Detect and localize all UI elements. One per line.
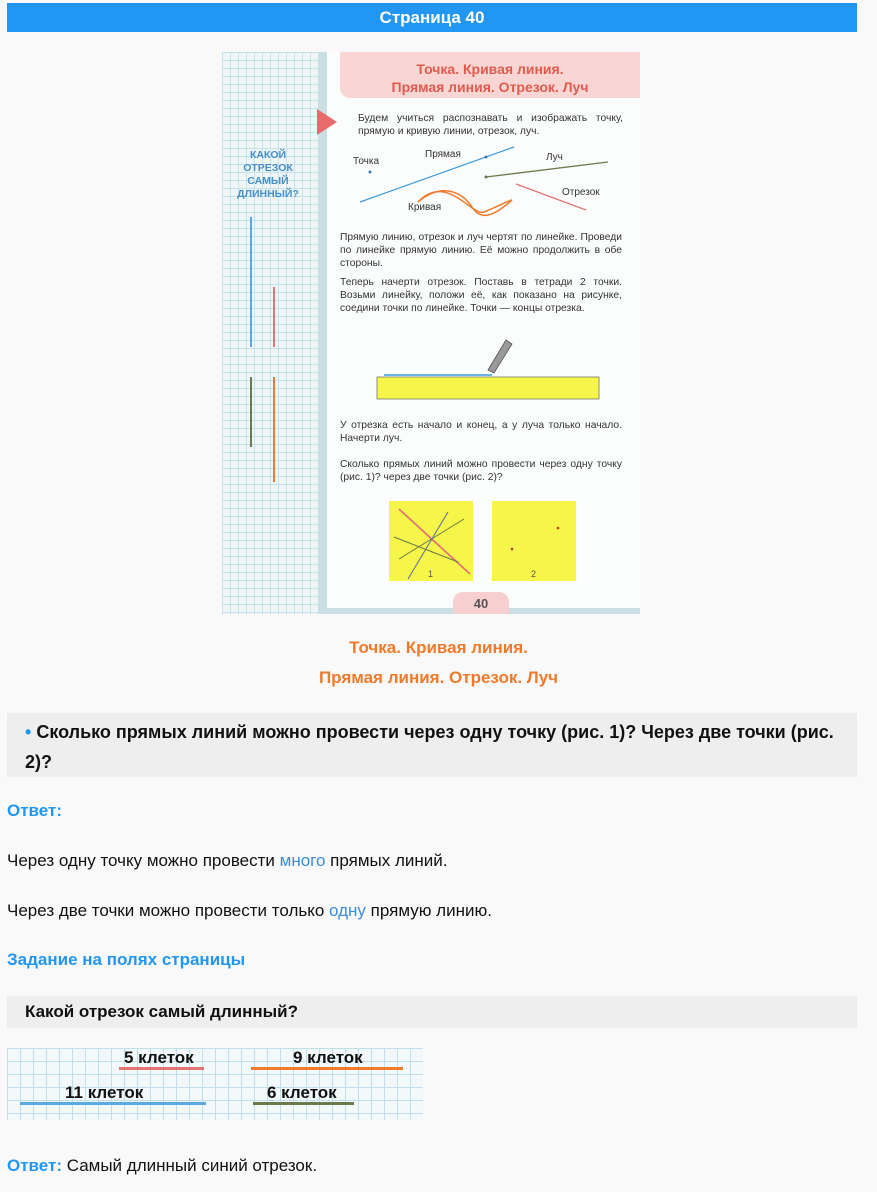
- text-block-1: Прямую линию, отрезок и луч чертят по линейке. Проведи по линейке прямую линию. Её можно продолжить в обе стороны.: [340, 232, 622, 269]
- answer-highlight: одну: [329, 901, 366, 920]
- margin-task-title: Задание на полях страницы: [7, 950, 246, 969]
- label-curve: Кривая: [408, 202, 442, 213]
- answer-label: Ответ:: [7, 801, 62, 820]
- label-point: Точка: [353, 156, 380, 167]
- answer-text: Через две точки можно провести только: [7, 901, 330, 920]
- lesson-subtitle-2: Прямая линия. Отрезок. Луч: [318, 668, 559, 687]
- answer-text: прямую линию.: [365, 901, 492, 920]
- page-header-title: Страница 40: [379, 8, 485, 27]
- ray-start-dot: [485, 176, 488, 179]
- answer-text: прямых линий.: [325, 851, 448, 870]
- label-ray: Луч: [546, 152, 563, 163]
- segments-grid: [7, 1048, 423, 1120]
- textbook-page-image: [222, 52, 640, 614]
- point-mark: [369, 171, 372, 174]
- final-answer-text: Самый длинный синий отрезок.: [62, 1156, 318, 1175]
- ray-drawing: [486, 162, 608, 177]
- margin-task-question-box: [7, 996, 857, 1028]
- answer-text: Через одну точку можно провести: [7, 851, 280, 870]
- intro-text: Будем учиться распознавать и изображать точку, прямую и кривую линии, отрезок, луч.: [358, 113, 623, 137]
- margin-task-question: Какой отрезок самый длинный?: [25, 1002, 298, 1021]
- margin-question-line: КАКОЙ: [249, 149, 287, 161]
- answer-paragraph-2: [7, 901, 492, 921]
- segment-5-label: 5 клеток: [124, 1048, 194, 1067]
- lesson-title-line: Точка. Кривая линия.: [416, 61, 564, 77]
- segment-9-label: 9 клеток: [293, 1048, 363, 1067]
- answer-highlight: много: [279, 851, 326, 870]
- label-segment: Отрезок: [562, 187, 600, 198]
- segment-6-label: 6 клеток: [267, 1083, 337, 1102]
- lesson-subtitle-1: Точка. Кривая линия.: [349, 638, 528, 657]
- bullet-icon: •: [25, 722, 32, 742]
- question-box: [7, 713, 857, 777]
- figure-1-number: 1: [428, 569, 434, 579]
- line-dot: [485, 156, 488, 159]
- fig2-point: [557, 527, 560, 530]
- segment-11-label: 11 клеток: [65, 1083, 144, 1102]
- margin-question-line: САМЫЙ: [247, 175, 289, 187]
- pencil-icon: [488, 340, 512, 373]
- figure-2-number: 2: [531, 569, 537, 579]
- margin-question-line: ДЛИННЫЙ?: [237, 188, 299, 200]
- question-text: Сколько прямых линий можно провести через одну точку (рис. 1)? Через две точки (рис. 2)?: [25, 722, 834, 772]
- margin-question-line: ОТРЕЗОК: [243, 162, 293, 174]
- page-header: [7, 3, 857, 32]
- final-answer-label: Ответ:: [7, 1156, 62, 1175]
- text-block-3: У отрезка есть начало и конец, а у луча только начало. Начерти луч.: [340, 420, 622, 444]
- text-block-2: Теперь начерти отрезок. Поставь в тетради 2 точки. Возьми линейку, положи её, как показано на рисунке, соедини точки по линейке. Точки — концы отрезка.: [340, 277, 622, 314]
- answer-paragraph-1: [7, 851, 448, 871]
- book-page-number: 40: [453, 592, 509, 614]
- ruler-drawing: [377, 377, 599, 399]
- fig2-point: [511, 548, 514, 551]
- lesson-title-line: Прямая линия. Отрезок. Луч: [391, 79, 589, 95]
- text-block-4: Сколько прямых линий можно провести через одну точку (рис. 1)? через две точки (рис. 2)?: [340, 459, 622, 483]
- label-line: Прямая: [425, 149, 461, 160]
- final-answer: [7, 1156, 317, 1176]
